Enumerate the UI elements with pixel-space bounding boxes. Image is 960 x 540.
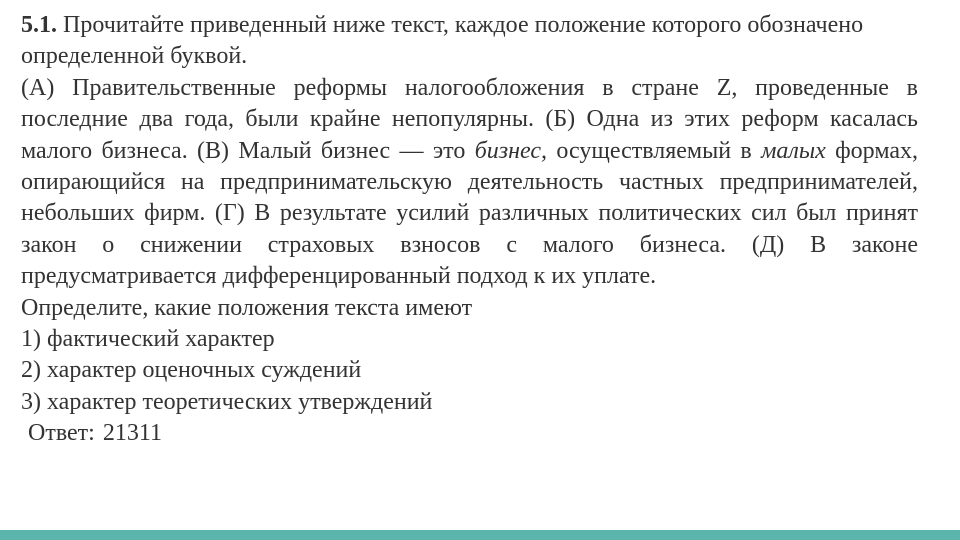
option-item: 2) характер оценочных суждений [21, 357, 362, 384]
passage-part-2: осуществляемый в [547, 137, 762, 164]
passage-part-1: (А) Правительственные реформы налогообложения в стране Z, проведенные в последние два года, были крайне непопулярны. (Б) Одна из этих реформ касалась малого бизнеса. (В) Малый бизнес — это [21, 74, 918, 164]
answer-label: Ответ: [28, 420, 95, 447]
task-instruction: Прочитайте приведенный ниже текст, каждое положение которого обозначено определенной буквой. [21, 12, 864, 70]
answer-value: 21311 [102, 420, 162, 447]
option-item: 1) фактический характер [21, 326, 275, 353]
answer-line [21, 418, 918, 449]
passage-italic-2: малых [761, 137, 826, 164]
task-header [21, 10, 918, 73]
passage-italic-1: бизнес, [474, 137, 548, 164]
passage-part-3: формах, опирающийся на предпринимательскую деятельность частных предпринимателей, небольших фирм. (Г) В результате усилий различных политических сил был принят закон о снижении страховых взносов с малого бизнеса. (Д) В законе предусматривается дифференцированный подход к их уплате. [21, 137, 918, 290]
task-number: 5.1. [21, 12, 57, 38]
slide-content [21, 10, 918, 450]
passage-text [21, 73, 918, 293]
option-item: 3) характер теоретических утверждений [21, 388, 433, 415]
bottom-accent-bar [0, 530, 960, 540]
question-text: Определите, какие положения текста имеют [21, 294, 473, 321]
